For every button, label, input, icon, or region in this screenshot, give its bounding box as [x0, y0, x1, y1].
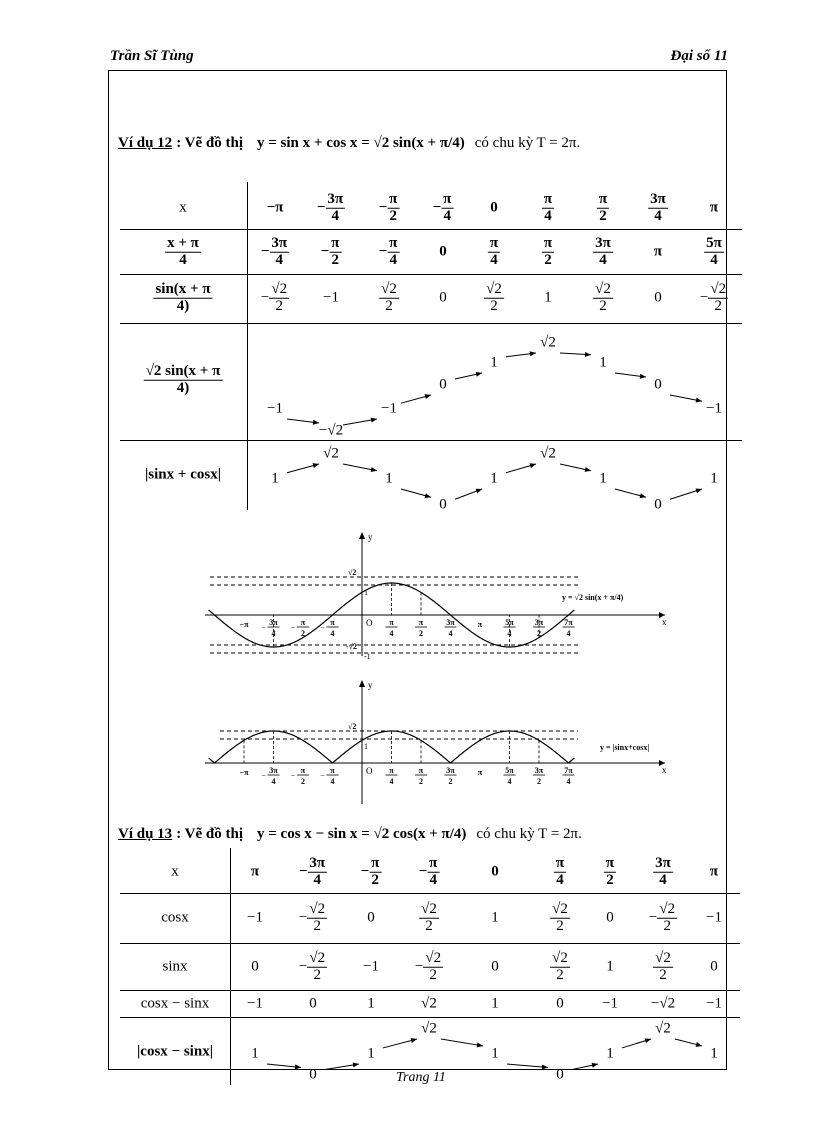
example-12-period: có chu kỳ T = 2π. — [474, 135, 581, 151]
svg-text:−: − — [290, 623, 296, 632]
row-label: $\frac{x + \pi}{4}$ — [167, 234, 199, 268]
tick-label — [291, 766, 309, 786]
table-rule — [120, 323, 742, 324]
variation-arrow — [395, 483, 437, 503]
example-12-heading — [118, 135, 580, 152]
svg-text:4: 4 — [566, 777, 571, 786]
vary-value: 1 — [490, 354, 498, 371]
vary-value: −1 — [706, 400, 722, 417]
svg-text:−: − — [261, 771, 266, 780]
tick-label — [563, 618, 575, 638]
abs-value: 1 — [385, 470, 393, 487]
diff-value: 1 — [367, 995, 375, 1012]
example-12-text: : Vẽ đồ thị — [176, 135, 243, 151]
diff-value: −√2 — [650, 995, 676, 1012]
variation-arrow — [281, 458, 325, 479]
x-axis-label: x — [662, 765, 667, 775]
tick-label — [415, 766, 427, 786]
svg-text:4: 4 — [507, 777, 512, 786]
shift-value: − $\frac{\pi}{2}$ — [320, 234, 340, 268]
svg-text:3π: 3π — [534, 618, 544, 627]
variation-arrow — [337, 413, 383, 431]
x-value: 0 — [490, 199, 498, 216]
sin-value: 0 — [439, 289, 447, 306]
variation-arrow — [449, 367, 488, 385]
variation-arrow — [261, 1058, 307, 1073]
svg-text:4: 4 — [448, 629, 453, 638]
tick-label — [261, 766, 279, 786]
cos-value: −1 — [247, 909, 263, 926]
x-value: − $\frac{3\pi}{4}$ — [316, 190, 344, 224]
variation-arrow — [554, 458, 597, 477]
sin-value: $\frac{√2}{2}$ — [595, 280, 611, 314]
variation-arrow — [554, 347, 597, 361]
row-label: sinx — [162, 958, 188, 975]
svg-text:5π: 5π — [505, 766, 514, 775]
abs-value: √2 — [540, 445, 556, 462]
svg-text:π: π — [389, 766, 394, 775]
tick-label — [533, 766, 545, 786]
svg-text:7π: 7π — [564, 766, 573, 775]
sin-value: −1 — [363, 958, 379, 975]
example-13-period: có chu kỳ T = 2π. — [476, 826, 582, 842]
shift-value: $\frac{5\pi}{4}$ — [706, 234, 722, 268]
sin-value: − $\frac{√2}{2}$ — [699, 280, 727, 314]
diff-value: −1 — [602, 995, 618, 1012]
diff-value: −1 — [706, 995, 722, 1012]
sin-value: − $\frac{√2}{2}$ — [298, 949, 326, 983]
sqrt2-label: √2 — [348, 722, 357, 731]
x-axis-label: x — [662, 617, 667, 627]
table-rule — [120, 229, 742, 230]
svg-text:π: π — [477, 768, 483, 777]
y-axis-arrow — [359, 532, 365, 539]
x-value: − $\frac{\pi}{2}$ — [360, 854, 380, 888]
row-label: $\frac{\sin(x + \pi}{4)}$ — [155, 280, 211, 314]
tick-label — [240, 768, 250, 777]
x-value: π — [250, 863, 260, 880]
variation-arrow — [337, 458, 383, 477]
sin-value: $\frac{√2}{2}$ — [552, 949, 568, 983]
cos-value: 0 — [606, 909, 614, 926]
variation-arrow — [664, 483, 708, 505]
diff-value: −1 — [247, 995, 263, 1012]
cos-value: − $\frac{√2}{2}$ — [648, 900, 676, 934]
abs-value: 1 — [599, 470, 607, 487]
tick-label — [445, 766, 457, 786]
svg-text:π: π — [418, 618, 424, 627]
cos-value: 0 — [367, 909, 375, 926]
shift-value: $\frac{3\pi}{4}$ — [595, 234, 611, 268]
x-value: π — [709, 863, 719, 880]
diff-value: 0 — [556, 995, 564, 1012]
sin-value: $\frac{√2}{2}$ — [381, 280, 397, 314]
variation-arrow — [500, 458, 542, 479]
tick-label — [386, 766, 398, 786]
cos-value: $\frac{√2}{2}$ — [552, 900, 568, 934]
page-number: Trang 11 — [396, 1070, 446, 1085]
variation-arrow — [566, 1058, 604, 1075]
abs13-value: 1 — [367, 1045, 375, 1062]
abs13-value: 1 — [710, 1045, 718, 1062]
sin-value: 0 — [251, 958, 259, 975]
svg-text:4: 4 — [566, 629, 571, 638]
diff-value: 0 — [309, 995, 317, 1012]
table-rule — [120, 990, 740, 991]
x-value: π — [709, 199, 719, 216]
tick-label — [261, 618, 279, 638]
function-label: y = √2 sin(x + π/4) — [562, 593, 624, 602]
shift-value: $\frac{\pi}{4}$ — [489, 234, 499, 268]
y-axis-label: y — [368, 680, 373, 690]
shift-value: 0 — [439, 243, 447, 260]
svg-text:−: − — [320, 771, 325, 780]
tick-label — [415, 618, 427, 638]
abs13-value: 1 — [491, 1045, 499, 1062]
table-rule — [120, 943, 740, 944]
header-left: Trần Sĩ Tùng — [110, 48, 194, 64]
cos-value: − $\frac{√2}{2}$ — [298, 900, 326, 934]
diff-value: √2 — [421, 995, 437, 1012]
sqrt2-label: √2 — [348, 568, 357, 577]
variation-arrow — [500, 347, 542, 363]
svg-text:2: 2 — [537, 777, 541, 786]
origin-label: O — [366, 618, 373, 628]
variation-arrow — [319, 1058, 365, 1075]
svg-text:4: 4 — [330, 629, 335, 638]
svg-text:−π: −π — [239, 620, 249, 629]
row-label: |sinx + cosx| — [145, 466, 221, 483]
y-axis-label: y — [368, 532, 373, 542]
abs13-value: √2 — [421, 1020, 437, 1037]
vary-value: √2 — [540, 334, 556, 351]
svg-text:π: π — [300, 766, 306, 775]
svg-text:3π: 3π — [446, 766, 455, 775]
svg-text:π: π — [389, 618, 394, 627]
shift-value: − $\frac{\pi}{4}$ — [378, 234, 398, 268]
svg-text:2: 2 — [301, 629, 305, 638]
tick-label — [445, 618, 457, 638]
svg-text:−π: −π — [239, 768, 249, 777]
sin-value: 0 — [654, 289, 662, 306]
x-value: $\frac{\pi}{2}$ — [605, 854, 615, 888]
sin-value: − $\frac{√2}{2}$ — [260, 280, 288, 314]
vary-value: 0 — [654, 376, 662, 393]
abs13-value: √2 — [655, 1020, 671, 1037]
graph-abs-sin-plus-cos — [200, 676, 670, 806]
svg-text:2: 2 — [537, 629, 541, 638]
vary-value: 0 — [439, 376, 447, 393]
diff-value: 1 — [491, 995, 499, 1012]
row-label: |cosx − sinx| — [137, 1043, 213, 1060]
variation-arrow — [395, 389, 437, 409]
abs13-value: 0 — [556, 1066, 564, 1083]
shift-value: $\frac{\pi}{2}$ — [543, 234, 553, 268]
example-12-label: Ví dụ 12 — [118, 135, 173, 151]
tick-label — [478, 768, 483, 777]
svg-text:4: 4 — [507, 629, 512, 638]
table-rule — [120, 440, 742, 441]
sin-value: −1 — [323, 289, 339, 306]
x-value: $\frac{\pi}{2}$ — [598, 190, 608, 224]
sin-value: $\frac{√2}{2}$ — [655, 949, 671, 983]
abs-value: √2 — [323, 445, 339, 462]
one-label: 1 — [364, 588, 368, 597]
svg-text:4: 4 — [271, 777, 276, 786]
row-label: x — [171, 863, 179, 880]
y-axis-arrow — [359, 680, 365, 687]
cos-value: 1 — [491, 909, 499, 926]
variation-arrow — [664, 389, 708, 407]
function-label: y = |sinx+cosx| — [600, 743, 650, 752]
vary-value: −√2 — [318, 422, 344, 439]
example-13-formula: y = cos x − sin x = √2 cos(x + π/4) — [257, 826, 467, 842]
tick-label — [478, 620, 483, 629]
svg-text:3π: 3π — [269, 766, 278, 775]
svg-text:2: 2 — [419, 777, 423, 786]
table-rule — [247, 182, 248, 510]
abs13-value: 0 — [309, 1066, 317, 1083]
svg-text:2: 2 — [301, 777, 305, 786]
shift-value: − $\frac{3\pi}{4}$ — [260, 234, 288, 268]
cos-value: $\frac{√2}{2}$ — [421, 900, 437, 934]
vary-value: −1 — [267, 400, 283, 417]
sin-value: 1 — [544, 289, 552, 306]
svg-text:7π: 7π — [564, 618, 573, 627]
svg-text:−: − — [320, 623, 325, 632]
cos-value: −1 — [706, 909, 722, 926]
variation-arrow — [616, 1033, 657, 1054]
neg-sqrt2-label: -√2 — [346, 642, 358, 651]
variation-arrow — [377, 1033, 423, 1054]
abs-value: 0 — [654, 496, 662, 513]
row-label: cosx — [161, 909, 189, 926]
neg-one-label: -1 — [364, 652, 371, 661]
sin-value: $\frac{√2}{2}$ — [486, 280, 502, 314]
tick-label — [504, 618, 516, 638]
vary-value: 1 — [599, 354, 607, 371]
x-value: 0 — [491, 863, 499, 880]
svg-text:−: − — [290, 771, 296, 780]
table-rule — [120, 274, 742, 275]
svg-text:π: π — [300, 618, 306, 627]
variation-arrow — [609, 367, 652, 383]
row-label: cosx − sinx — [140, 995, 210, 1012]
x-value: − $\frac{\pi}{2}$ — [378, 190, 398, 224]
abs-value: 1 — [710, 470, 718, 487]
svg-text:5π: 5π — [505, 618, 514, 627]
sin-value: 0 — [710, 958, 718, 975]
x-value: $\frac{\pi}{4}$ — [543, 190, 553, 224]
variation-arrow — [435, 1033, 489, 1052]
table-rule — [120, 1017, 740, 1018]
example-12-formula: y = sin x + cos x = √2 sin(x + π/4) — [257, 135, 465, 151]
tick-label — [386, 618, 398, 638]
x-value: − $\frac{\pi}{4}$ — [418, 854, 438, 888]
svg-text:3π: 3π — [446, 618, 455, 627]
variation-arrow — [449, 483, 488, 505]
example-13-text: : Vẽ đồ thị — [176, 826, 243, 842]
variation-arrow — [609, 483, 652, 503]
row-label: x — [179, 199, 187, 216]
abs-value: 1 — [271, 470, 279, 487]
tick-label — [320, 766, 338, 786]
svg-text:2: 2 — [419, 629, 423, 638]
svg-text:4: 4 — [389, 777, 394, 786]
row-label: $\frac{√2 \sin(x + \pi}{4)}$ — [145, 362, 221, 396]
variation-arrow — [501, 1058, 554, 1073]
svg-text:3π: 3π — [534, 766, 544, 775]
graph-sin-plus-cos — [200, 528, 670, 668]
variation-arrow — [281, 413, 325, 429]
svg-text:π: π — [330, 766, 335, 775]
x-value: $\frac{\pi}{4}$ — [555, 854, 565, 888]
x-value: $\frac{3\pi}{4}$ — [650, 190, 666, 224]
svg-text:π: π — [418, 766, 424, 775]
shift-value: π — [653, 243, 663, 260]
svg-text:π: π — [477, 620, 483, 629]
origin-label: O — [366, 766, 373, 776]
x-value: − $\frac{3\pi}{4}$ — [298, 854, 326, 888]
svg-text:3π: 3π — [269, 618, 278, 627]
table-rule — [120, 893, 740, 894]
sin-value: 0 — [491, 958, 499, 975]
x-value: − $\frac{\pi}{4}$ — [432, 190, 452, 224]
tick-label — [504, 766, 516, 786]
svg-text:2: 2 — [448, 777, 453, 786]
x-value: $\frac{3\pi}{4}$ — [655, 854, 671, 888]
sin-value: 1 — [606, 958, 614, 975]
table-rule — [230, 848, 231, 1085]
abs13-value: 1 — [606, 1045, 614, 1062]
example-13-label: Ví dụ 13 — [118, 826, 173, 842]
abs-value: 1 — [490, 470, 498, 487]
one-label: 1 — [364, 742, 368, 751]
variation-arrow — [669, 1033, 708, 1052]
svg-text:π: π — [330, 618, 335, 627]
tick-label — [320, 618, 338, 638]
abs13-value: 1 — [251, 1045, 259, 1062]
tick-label — [563, 766, 575, 786]
vary-value: −1 — [381, 400, 397, 417]
svg-text:4: 4 — [389, 629, 394, 638]
sin-value: − $\frac{√2}{2}$ — [414, 949, 442, 983]
svg-text:−: − — [261, 623, 266, 632]
svg-text:4: 4 — [330, 777, 335, 786]
x-value: −π — [266, 199, 284, 216]
example-13-heading — [118, 826, 582, 843]
tick-label — [240, 620, 250, 629]
svg-text:4: 4 — [271, 629, 276, 638]
abs-value: 0 — [439, 496, 447, 513]
header-right: Đại số 11 — [670, 48, 728, 64]
